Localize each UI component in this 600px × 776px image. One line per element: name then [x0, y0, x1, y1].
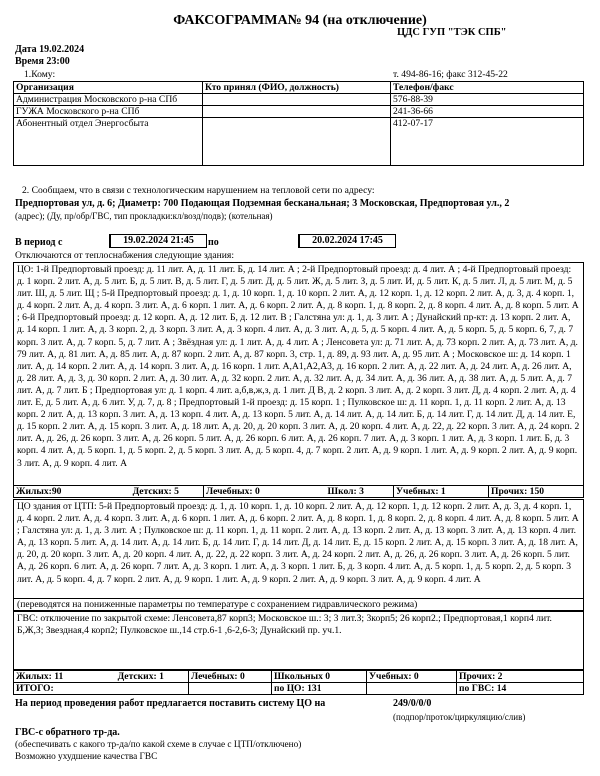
heating-stats-row	[13, 485, 584, 498]
stat-other: Прочих: 2	[457, 671, 584, 683]
totals-co: по ЦО: 131	[272, 683, 367, 695]
recipients-table	[13, 81, 584, 166]
table-row	[14, 94, 584, 106]
totals-empty	[189, 683, 272, 695]
propose-value: 249/0/0/0	[393, 698, 432, 709]
heating-buildings-list: ЦО: 1-й Предпортовый проезд: д. 11 лит. А, д. 11 лит. Б, д. 14 лит. А ; 2-й Предпортовый проезд: д. 4 лит. А ; 4-й Предпортовый проезд: д. 1 корп. 2 лит. А, д. 5 лит. Б, д. 5 лит. В, д. 5 лит. Г, д. 5 лит. Д, д. 5 лит. Ж, д. 5 лит. З, д. 5 лит. И, д. 5 лит. К, д. 5 лит. Л, д. 5 лит. М, д. 5 лит. Ш, д. 5 лит. Щ ; 5-й Предпортовый проезд: д. 1, д. 10 корп. 1, д. 10 корп. 2 лит. А, д. 12 корп. 1, д. 12 корп. 2 лит. А, д. 3, д. 4 корп. 1, д. 4 корп. 2 лит. А, д. 4 корп. 3 лит. А, д. 6 корп. 1 лит. А, д. 6 корп. 2 лит. А, д. 8 корп. 1, д. 8 корп. 2, д. 8 корп. 4 лит. А, д. 8 корп. 5 лит. А ; 6-й Предпортовый проезд: д. 12 корп. А, д. 12 лит. Б, д. 12 лит. В ; Галстяна ул: д. 1, д. 3 лит. А ; Дунайский пр-кт: д. 13 корп. 2 лит. А, д. 14 корп. 1 лит. А, д. 3 корп. 2, д. 3 корп. 3 лит. А, д. 3 корп. 4 лит. А, д. 3 лит. А, д. 5, д. 5 корп. 4 лит. А, д. 5 корп. 5, д. 5 корп. 6, 7, д. 7 корп. 3 лит. А, д. 7 корп. 5, д. 7 лит. А ; Звёздная ул: д. 1 лит. А, д. 4 лит. А ; Ленсовета ул: д. 71 лит. А, д. 73 корп. 2 лит. А, д. 73 лит. А, д. 79 лит. А, д. 81 лит. А, д. 85 лит. А, д. 87 корп. 2 лит. А, д. 87 корп. 3, стр. 1, д. 89, д. 93 лит. А, д. 95 лит. А ; Московское ш: д. 14 корп. 1 лит. А, д. 14 корп. 2 лит. А, д. 14 корп. 3 лит. А, д. 16 корп. 1 лит. А,А1,А2,А3, д. 16 корп. 2 лит. А, д. 22 лит. А, д. 24 лит. А, д. 26 лит. А, д. 28 лит. А, д. 3, д. 30 корп. 2 лит. А, д. 30 лит. А, д. 32 корп. 2 лит. А, д. 32 лит. А, д. 34 лит. А, д. 36 лит. А, д. 38 лит. А, д. 5 лит. А, д. 7 лит. А, д. 7 лит. Б ; Предпортовая ул: д. 1 корп. 4 лит. а,б,в,ж,з, д. 1 лит. Д В, д. 2 корп. 3 лит. А, д. 2 корп. 3 лит. Д, д. 4 корп. 2 лит. А, д. 4 лит. Е, д. 5 лит. А, д. 6 лит. У, д. 7, д. 8 ; Предпортовый 1-й проезд: д. 15 корп. 1 ; Пулковское ш: д. 11 корп. 1, д. 11 корп. 2 лит. А, д. 13 корп. 2 лит. А, д. 13 корп. 3 лит. А, д. 13 корп. 4 лит. А, д. 13 корп. 5 лит. А, д. 14 лит. А, д. 14 лит. Б, д. 14 лит. Г, д. 14 лит. Д, д. 14 лит. Е, д. 15 корп. 2 лит. А, д. 15 корп. 3 лит. А, д. 18 лит. А, д. 20, д. 20 корп. 3 лит. А, д. 20 корп. 4 лит. А, д. 22, д. 22 корп. 3 лит. А, д. 24 корп. 2 лит. А, д. 26, д. 26 корп. 3 лит. А, д. 26 корп. 5 лит. А, д. 26 корп. 6 лит. А, д. 26 корп. 7 лит. А, д. 3 корп. 1 лит. А, д. 3 корп. 1 лит. Б, д. 3 корп. 4 лит. А, д. 5 корп. 1, д. 5 корп. 2, д. 5 корп. 3 лит. А, д. 5 корп. 4, д. 7 корп. 2 лит. А, д. 9 корп. 1 лит. А, д. 9 корп. 2 лит. А, д. 9 корп. 3 лит. А, д. 9 корп. 4 лит. А	[17, 264, 580, 469]
ctp-note-block	[13, 598, 584, 611]
ctp-note: (переводятся на пониженные параметры по температуре с сохранением гидравлического режима)	[17, 599, 418, 610]
accepted-by-cell	[203, 106, 391, 118]
gvs-block	[13, 611, 584, 670]
totals-row	[14, 683, 584, 695]
gvs-list: ГВС: отключение по закрытой схеме: Ленсовета,87 корп3; Московское ш.: 3; 3 лит.З; 3корп5; 26 корп2.; Предпортовая,1 корп4 лит. Б,Ж,З; Звездная,4 корп2; Пулковское ш.,14 стр.6-1 ,6-2,6-3; Дунайский пр. уч.1.	[17, 613, 552, 637]
table-header-row	[14, 82, 584, 94]
propose-hint: (подпор/проток/циркуляцию/слив)	[393, 712, 526, 722]
stat-children: Детских: 5	[109, 486, 204, 498]
document-title: ФАКСОГРАММА№ 94 (на отключение)	[173, 13, 427, 28]
gvs-stats-row	[14, 671, 584, 683]
stat-other: Прочих: 150	[489, 486, 584, 498]
propose-text: На период проведения работ предлагается поставить систему ЦО на	[15, 698, 326, 709]
column-header: Кто принял (ФИО, должность)	[203, 82, 391, 94]
document-date: Дата 19.02.2024	[15, 44, 85, 55]
sender-org: ЦДС ГУП "ТЭК СПБ"	[397, 27, 507, 38]
gvs-note: Возможно ухудшение качества ГВС	[15, 752, 158, 762]
stat-children: Детских: 1	[94, 671, 189, 683]
accepted-by-cell	[203, 94, 391, 106]
period-to-label: по	[208, 237, 219, 248]
stat-medical: Лечебных: 0	[204, 486, 299, 498]
document-time: Время 23:00	[15, 56, 70, 67]
accepted-by-cell	[203, 118, 391, 166]
totals-empty	[367, 683, 457, 695]
recipients-label: 1.Кому:	[24, 69, 56, 80]
period-label: В период с	[15, 237, 63, 248]
gvs-stats-table	[13, 670, 584, 695]
heating-buildings-block	[13, 262, 584, 486]
column-header: Телефон/факс	[391, 82, 584, 94]
incident-intro: 2. Сообщаем, что в связи с технологическим нарушением на тепловой сети по адресу:	[22, 185, 375, 196]
table-row	[14, 118, 584, 166]
phone-cell: 576-88-39	[391, 94, 584, 106]
period-from-field: 19.02.2024 21:45	[109, 234, 207, 248]
stat-residential: Жилых: 11	[14, 671, 94, 683]
stat-schools: Школ: 3	[299, 486, 394, 498]
stat-residential: Жилых:90	[14, 486, 109, 498]
org-cell: Администрация Московского р-на СПб	[14, 94, 203, 106]
org-cell: Абонентный отдел Энергосбыта	[14, 118, 203, 166]
totals-gvs: по ГВС: 14	[457, 683, 584, 695]
ctp-buildings-block	[13, 499, 584, 599]
table-row	[14, 106, 584, 118]
gvs-hint: (обеспечивать с какого тр-да/по какой схеме в случае с ЦТП/отключено)	[15, 740, 302, 750]
disconnected-buildings-label: Отключаются от теплоснабжения следующие здания:	[15, 250, 234, 261]
column-header: Организация	[14, 82, 203, 94]
ctp-buildings-list: ЦО здания от ЦТП: 5-й Предпортовый проезд: д. 1, д. 10 корп. 1, д. 10 корп. 2 лит. А, д. 12 корп. 1, д. 12 корп. 2 лит. А, д. 3, д. 4 корп. 1, д. 4 корп. 2 лит. А, д. 4 корп. 3 лит. А, д. 6 корп. 1 лит. А, д. 6 корп. 2 лит. А, д. 8 корп. 1, д. 8 корп. 2, д. 8 корп. 4 лит. А, д. 8 корп. 5 лит. А ; Галстяна ул: д. 1, д. 3 лит. А ; Пулковское ш: д. 11 корп. 1, д. 11 корп. 2 лит. А, д. 13 корп. 2 лит. А, д. 13 корп. 3 лит. А, д. 13 корп. 4 лит. А, д. 13 корп. 5 лит. А, д. 14 лит. А, д. 14 лит. Б, д. 14 лит. Г, д. 14 лит. Д, д. 14 лит. Е, д. 15 корп. 2 лит. А, д. 15 корп. 3 лит. А, д. 18 лит. А, д. 20, д. 20 корп. 3 лит. А, д. 20 корп. 4 лит. А, д. 22, д. 22 корп. 3 лит. А, д. 24 корп. 2 лит. А, д. 26, д. 26 корп. 3 лит. А, д. 26 корп. 5 лит. А, д. 26 корп. 6 лит. А, д. 26 корп. 7 лит. А, д. 3 корп. 1 лит. А, д. 3 корп. 1 лит. Б, д. 3 корп. 4 лит. А, д. 5 корп. 1, д. 5 корп. 2, д. 5 корп. 3 лит. А, д. 5 корп. 4, д. 7 корп. 2 лит. А, д. 9 корп. 1 лит. А, д. 9 корп. 2 лит. А, д. 9 корп. 3 лит. А, д. 9 корп. 4 лит. А	[17, 501, 579, 585]
org-cell: ГУЖА Московского р-на СПб	[14, 106, 203, 118]
totals-label: ИТОГО:	[14, 683, 189, 695]
stat-educational: Учебных: 1	[394, 486, 489, 498]
incident-address: Предпортовая ул, д. 6; Диаметр: 700 Подающая Подземная бесканальная; 3 Московская, Предпортовая ул., 2	[15, 198, 510, 209]
address-legend: (адрес); (Ду, пр/обр/ГВС, тип прокладки:кл/возд/подв); (котельная)	[15, 211, 273, 221]
sender-contacts: т. 494-86-16; факс 312-45-22	[393, 69, 508, 80]
gvs-title: ГВС-с обратного тр-да.	[15, 727, 120, 738]
stat-educational: Учебных: 0	[367, 671, 457, 683]
stat-schools: Школьных 0	[272, 671, 367, 683]
period-to-field: 20.02.2024 17:45	[298, 234, 396, 248]
stat-medical: Лечебных: 0	[189, 671, 272, 683]
phone-cell: 412-07-17	[391, 118, 584, 166]
phone-cell: 241-36-66	[391, 106, 584, 118]
